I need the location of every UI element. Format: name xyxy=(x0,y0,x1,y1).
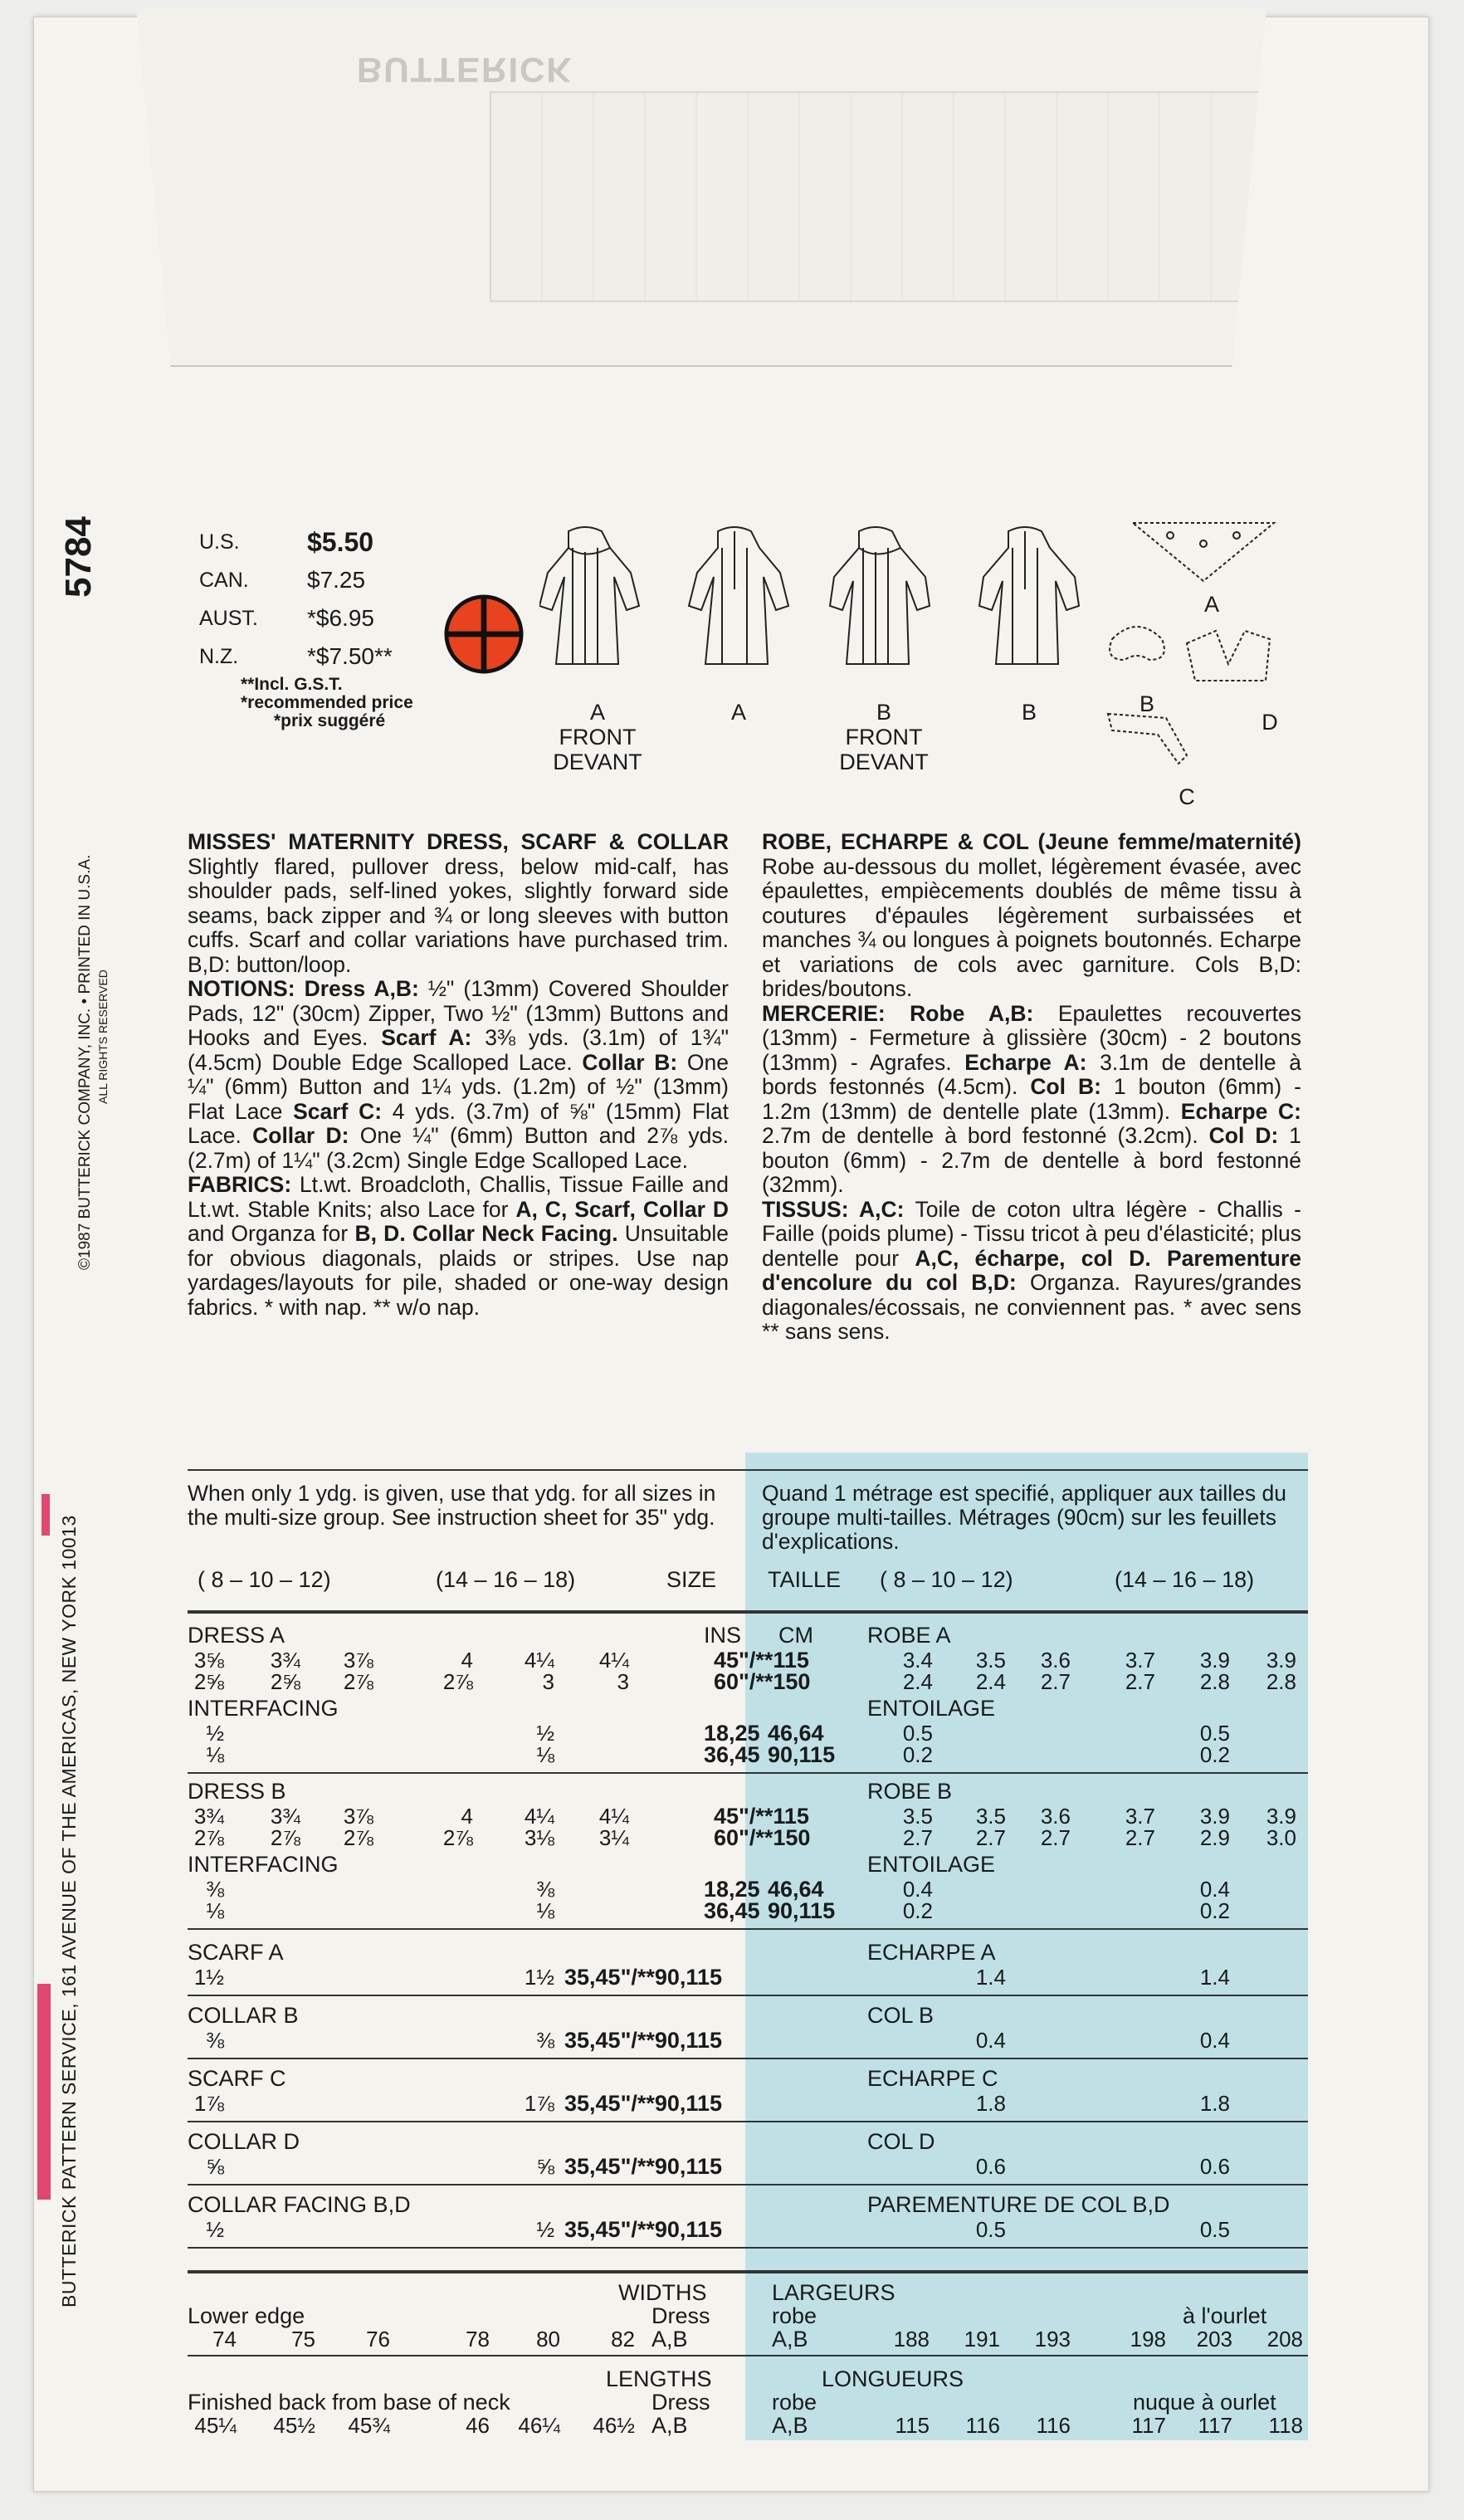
pattern-number: 5784 xyxy=(58,516,99,598)
yardage-us-cell: ⅝ xyxy=(206,2154,224,2179)
yardage-us-cell: 4 xyxy=(461,1804,473,1829)
interfacing-width-in: 18,25 xyxy=(704,1877,760,1902)
yardage-metric-cell: 3.7 xyxy=(1125,1648,1155,1673)
length-in-cell: 46½ xyxy=(593,2413,635,2438)
section-divider xyxy=(188,2247,1308,2249)
yardage-metric-cell: 2.7 xyxy=(1040,1825,1071,1850)
scarf-a-illustration xyxy=(1133,523,1274,581)
yardage-us-cell: 1⅞ xyxy=(193,2091,224,2116)
length-cm-cell: 116 xyxy=(1036,2413,1071,2438)
ab-label-fr: A,B xyxy=(772,2327,808,2352)
section-divider xyxy=(188,1995,1308,1996)
yardage-metric-cell: 0.5 xyxy=(1199,1721,1230,1746)
section-label-en: DRESS A xyxy=(188,1623,285,1648)
lengths-header-fr: LONGUEURS xyxy=(822,2366,964,2391)
fabric-width-cell: 45"/**115 xyxy=(714,1804,809,1829)
yardage-metric-cell: 1.8 xyxy=(975,2091,1006,2116)
yardage-us-cell: ⅛ xyxy=(536,1898,554,1923)
interfacing-width-cm: 90,115 xyxy=(768,1898,836,1923)
length-cm-cell: 115 xyxy=(895,2413,930,2438)
yardage-us-cell: 2⅞ xyxy=(442,1825,473,1850)
yardage-metric-cell: 3.7 xyxy=(1125,1804,1155,1829)
yardage-us-cell: 2⅞ xyxy=(193,1825,224,1850)
interfacing-width-in: 18,25 xyxy=(704,1721,760,1746)
yardage-us-cell: 3⅞ xyxy=(343,1648,373,1673)
yardage-us-cell: 1⅞ xyxy=(524,2091,554,2116)
yardage-metric-cell: 0.4 xyxy=(902,1877,933,1902)
dress-b-front-illustration xyxy=(830,527,930,664)
taille-header: TAILLE xyxy=(768,1567,842,1592)
dress-label: Dress xyxy=(651,2390,710,2415)
accessory-label-d: D xyxy=(1261,710,1278,735)
interfacing-width-cm: 46,64 xyxy=(768,1721,824,1746)
accessory-label-a: A xyxy=(1203,592,1219,617)
yardage-note-en: When only 1 ydg. is given, use that ydg. for all sizes in the multi-size group. See instruction sheet for 35" ydg. xyxy=(188,1481,716,1530)
section-label-fr: ENTOILAGE xyxy=(867,1696,996,1721)
yardage-metric-cell: 0.4 xyxy=(1199,2028,1230,2053)
yardage-metric-cell: 3.0 xyxy=(1266,1825,1296,1850)
yardage-metric-cell: 2.4 xyxy=(902,1669,933,1694)
yardage-metric-cell: 0.6 xyxy=(1199,2154,1230,2179)
yardage-us-cell: 3⅞ xyxy=(343,1804,373,1829)
yardage-metric-cell: 2.7 xyxy=(1125,1825,1155,1850)
fabric-width-cell: 60"/**150 xyxy=(714,1825,811,1850)
yardage-us-cell: 3¾ xyxy=(193,1804,224,1829)
collar-d-illustration xyxy=(1187,631,1270,681)
yardage-us-cell: 4¼ xyxy=(524,1804,554,1829)
yardage-us-cell: ⅜ xyxy=(536,1877,554,1902)
copyright-line: ©1987 BUTTERICK COMPANY, INC. • PRINTED IN U.S.A. xyxy=(76,854,94,1270)
interfacing-width-cm: 46,64 xyxy=(768,1877,824,1902)
yardage-us-cell: ⅛ xyxy=(536,1742,554,1767)
dress-b-back-illustration xyxy=(979,527,1079,664)
size-group-1: ( 8 – 10 – 12) xyxy=(198,1567,331,1592)
french-description: ROBE, ECHARPE & COL (Jeune femme/maternité) Robe au-dessous du mollet, légèrement évasée, avec épaulettes, empiècements doublés de même tissu à coutures d'épaules légèrement surbaissées et manches ¾ ou longues à poignets boutonnés. Echarpe et variations de cols avec garniture. Cols B,D: brides/boutons. MERCERIE: Robe A,B: Epaulettes recouvertes (13mm) - Fermeture à glissière (30cm) - 2 boutons (13mm) - Agrafes. Echarpe A: 3.1m de dentelle à bords festonnés (4.5cm). Col B: 1 bouton (6mm) - 1.2m (13mm) de dentelle plate (13mm). Echarpe C: 2.7m de dentelle à bord festonné (3.2cm). Col D: 1 bouton (6mm) - 2.7m de dentelle à bord festonné (32mm). TISSUS: A,C: Toile de coton ultra légère - Challis - Faille (poids plume) - Tissu tricot à peu d'élasticité; plus dentelle pour A,C, écharpe, col D. Parementure d'encolure du col B,D: Organza. Rayures/grandes diagonales/écossais, ne conviennent pas. * avec sens ** sans sens. xyxy=(762,829,1302,1344)
red-edge-mark-lower xyxy=(37,1984,51,2200)
dress-a-front-illustration xyxy=(539,527,639,664)
ourlet-label: à l'ourlet xyxy=(1183,2303,1267,2328)
section-label-en: DRESS B xyxy=(188,1779,286,1804)
yardage-metric-cell: 2.9 xyxy=(1199,1825,1230,1850)
yardage-metric-cell: 3.6 xyxy=(1040,1648,1071,1673)
price-notes: **Incl. G.S.T. *recommended price *prix suggéré xyxy=(241,675,413,730)
fabric-width-cell: 35,45"/**90,115 xyxy=(564,2028,722,2053)
french-size-group-2: (14 – 16 – 18) xyxy=(1115,1567,1255,1592)
yardage-metric-cell: 3.9 xyxy=(1266,1804,1296,1829)
yardage-us-cell: 3¾ xyxy=(270,1804,300,1829)
fabric-width-cell: 45"/**115 xyxy=(714,1648,809,1673)
length-cm-cell: 118 xyxy=(1268,2413,1303,2438)
width-cm-cell: 191 xyxy=(964,2327,1000,2352)
yardage-metric-cell: 2.7 xyxy=(902,1825,933,1850)
english-description: MISSES' MATERNITY DRESS, SCARF & COLLAR Slightly flared, pullover dress, below mid-calf, has shoulder pads, self-lined yokes, slightly forward side seams, back zipper and ¾ or long sleeves with button cuffs. Scarf and collar variations have purchased trim. B,D: button/loop. NOTIONS: Dress A,B: ½" (13mm) Covered Shoulder Pads, 12" (30cm) Zipper, Two ½" (13mm) Buttons and Hooks and Eyes. Scarf A: 3⅜ yds. (3.1m) of 1¾" (4.5cm) Double Edge Scalloped Lace. Collar B: One ¼" (6mm) Button and 1¼ yds. (1.2m) of ½" (13mm) Flat Lace Scarf C: 4 yds. (3.7m) of ⅝" (15mm) Flat Lace. Collar D: One ¼" (6mm) Button and 2⅞ yds. (2.7m) of 1¼" (3.2cm) Single Edge Scalloped Lace. FABRICS: Lt.wt. Broadcloth, Challis, Tissue Faille and Lt.wt. Stable Knits; also Lace for A, C, Scarf, Collar D and Organza for B, D. Collar Neck Facing. Unsuitable for obvious diagonals, plaids or stripes. Use nap yardages/layouts for pile, shaded or one-way design fabrics. * with nap. ** w/o nap. xyxy=(188,829,730,1320)
yardage-us-cell: 2⅞ xyxy=(270,1825,300,1850)
yardage-us-cell: ⅜ xyxy=(206,1877,224,1902)
yardage-metric-cell: 3.5 xyxy=(975,1804,1006,1829)
dress-label: Dress xyxy=(651,2303,710,2328)
rights-line: ALL RIGHTS RESERVED xyxy=(96,969,110,1104)
yardage-metric-cell: 3.5 xyxy=(975,1648,1006,1673)
figure-label-b-back: B xyxy=(1021,700,1037,725)
length-in-cell: 46¼ xyxy=(518,2413,560,2438)
size-group-2: (14 – 16 – 18) xyxy=(436,1567,576,1592)
yardage-metric-cell: 3.6 xyxy=(1040,1804,1071,1829)
section-label-fr: COL B xyxy=(867,2003,935,2028)
robe-label: robe xyxy=(772,2390,817,2415)
yardage-note-fr: Quand 1 métrage est specifié, appliquer aux tailles du groupe multi-tailles. Métrages (90cm) sur les feuillets d'explications. xyxy=(762,1481,1286,1554)
yardage-metric-cell: 2.4 xyxy=(975,1669,1006,1694)
pattern-illustrations xyxy=(539,515,1344,797)
section-label-fr: ECHARPE C xyxy=(867,2066,998,2091)
flap-ghost-brand: BUTTERICK xyxy=(357,51,573,90)
yardage-metric-cell: 3.4 xyxy=(902,1648,933,1673)
width-in-cell: 80 xyxy=(536,2327,560,2352)
yardage-metric-cell: 2.7 xyxy=(1040,1669,1071,1694)
section-divider xyxy=(188,1928,1308,1930)
yardage-us-cell: 2⅞ xyxy=(343,1825,373,1850)
figure-label-b-front: B FRONT DEVANT xyxy=(839,700,929,774)
dress-a-back-illustration xyxy=(689,527,788,664)
length-in-cell: 46 xyxy=(466,2413,490,2438)
yardage-us-cell: 3⅝ xyxy=(193,1648,224,1673)
yardage-us-cell: 4¼ xyxy=(598,1648,629,1673)
section-label-en: COLLAR B xyxy=(188,2003,299,2028)
price-block xyxy=(199,523,448,730)
yardage-us-cell: 4¼ xyxy=(524,1648,554,1673)
section-label-en: INTERFACING xyxy=(188,1852,339,1877)
section-label-en: SCARF C xyxy=(188,2066,286,2091)
section-label-fr: ECHARPE A xyxy=(867,1940,996,1965)
yardage-metric-cell: 1.4 xyxy=(975,1965,1006,1990)
yardage-metric-cell: 0.4 xyxy=(1199,1877,1230,1902)
width-cm-cell: 188 xyxy=(893,2327,930,2352)
yardage-us-cell: 3 xyxy=(617,1669,629,1694)
yardage-metric-cell: 2.8 xyxy=(1266,1669,1296,1694)
width-cm-cell: 208 xyxy=(1266,2327,1303,2352)
length-cm-cell: 117 xyxy=(1198,2413,1232,2438)
nuque-label: nuque à ourlet xyxy=(1133,2390,1276,2415)
flap-bleedthrough-table xyxy=(490,91,1340,302)
divider xyxy=(188,1469,1308,1471)
fabric-width-cell: 60"/**150 xyxy=(714,1669,811,1694)
yardage-us-cell: 2⅝ xyxy=(270,1669,300,1694)
yardage-us-cell: 3 xyxy=(542,1669,554,1694)
yardage-us-cell: 2⅞ xyxy=(442,1669,473,1694)
section-label-fr: PAREMENTURE DE COL B,D xyxy=(867,2192,1170,2217)
price-can: CAN. $7.25 xyxy=(199,567,366,593)
width-in-cell: 75 xyxy=(291,2327,315,2352)
yardage-metric-cell: 2.7 xyxy=(975,1825,1006,1850)
width-cm-cell: 198 xyxy=(1130,2327,1166,2352)
yardage-us-cell: ½ xyxy=(536,2217,554,2242)
fabric-width-cell: 35,45"/**90,115 xyxy=(564,2154,722,2179)
interfacing-width-in: 36,45 xyxy=(704,1742,760,1767)
yardage-us-cell: ⅛ xyxy=(206,1742,224,1767)
yardage-us-cell: 3¼ xyxy=(598,1825,629,1850)
ab-label-fr: A,B xyxy=(772,2413,808,2438)
yardage-metric-cell: 1.4 xyxy=(1199,1965,1230,1990)
section-label-en: COLLAR FACING B,D xyxy=(188,2192,411,2217)
ab-label: A,B xyxy=(651,2413,688,2438)
size-header: SIZE xyxy=(666,1567,717,1592)
price-us: U.S. $5.50 xyxy=(199,527,374,557)
yardage-us-cell: 2⅞ xyxy=(343,1669,373,1694)
figure-label-a-front: A FRONT DEVANT xyxy=(553,700,642,774)
red-edge-mark xyxy=(41,1494,50,1536)
ins-label: INS xyxy=(704,1623,742,1648)
yardage-us-cell: ⅜ xyxy=(206,2028,224,2053)
yardage-metric-cell: 0.6 xyxy=(975,2154,1006,2179)
header-divider xyxy=(188,1610,1308,1614)
yardage-metric-cell: 0.5 xyxy=(1199,2217,1230,2242)
yardage-metric-cell: 3.9 xyxy=(1199,1648,1230,1673)
yardage-us-cell: 3¾ xyxy=(270,1648,300,1673)
accessory-label-b: B xyxy=(1139,691,1154,716)
yardage-us-cell: 2⅝ xyxy=(193,1669,224,1694)
interfacing-width-cm: 90,115 xyxy=(768,1742,836,1767)
accessory-label-c: C xyxy=(1179,784,1195,809)
butterick-logo-icon xyxy=(444,594,524,674)
finished-back-label: Finished back from base of neck xyxy=(188,2390,510,2415)
yardage-metric-cell: 2.8 xyxy=(1199,1669,1230,1694)
section-label-fr: ROBE A xyxy=(867,1623,951,1648)
fabric-width-cell: 35,45"/**90,115 xyxy=(564,2217,722,2242)
section-label-en: COLLAR D xyxy=(188,2129,300,2154)
yardage-us-cell: ½ xyxy=(206,2217,224,2242)
length-in-cell: 45½ xyxy=(273,2413,315,2438)
section-label-en: SCARF A xyxy=(188,1940,284,1965)
yardage-metric-cell: 0.5 xyxy=(902,1721,933,1746)
yardage-metric-cell: 0.2 xyxy=(1199,1898,1230,1923)
price-aust: AUST. *$6.95 xyxy=(199,605,374,631)
yardage-us-cell: ⅛ xyxy=(206,1898,224,1923)
section-divider xyxy=(188,1772,1308,1774)
robe-label: robe xyxy=(772,2303,817,2328)
yardage-us-cell: ⅜ xyxy=(536,2028,554,2053)
yardage-metric-cell: 3.9 xyxy=(1266,1648,1296,1673)
yardage-metric-cell: 0.2 xyxy=(1199,1742,1230,1767)
yardage-metric-cell: 2.7 xyxy=(1125,1669,1155,1694)
lengths-divider xyxy=(188,2355,1308,2356)
section-divider xyxy=(188,2121,1308,2122)
envelope-flap xyxy=(124,8,1278,367)
ab-label: A,B xyxy=(651,2327,688,2352)
section-divider xyxy=(188,2058,1308,2059)
english-title: MISSES' MATERNITY DRESS, SCARF & COLLAR xyxy=(188,829,729,854)
cm-label: CM xyxy=(778,1623,813,1648)
yardage-us-cell: 3⅛ xyxy=(524,1825,554,1850)
yardage-metric-cell: 3.5 xyxy=(902,1804,933,1829)
yardage-us-cell: 1½ xyxy=(193,1965,224,1990)
yardage-metric-cell: 0.5 xyxy=(975,2217,1006,2242)
width-cm-cell: 193 xyxy=(1034,2327,1071,2352)
yardage-us-cell: ½ xyxy=(536,1721,554,1746)
length-cm-cell: 116 xyxy=(965,2413,1000,2438)
service-address: BUTTERICK PATTERN SERVICE, 161 AVENUE OF THE AMERICAS, NEW YORK 10013 xyxy=(58,1515,80,2308)
yardage-us-cell: 4 xyxy=(461,1648,473,1673)
lower-edge-label: Lower edge xyxy=(188,2303,305,2328)
yardage-metric-cell: 1.8 xyxy=(1199,2091,1230,2116)
lengths-header: LENGTHS xyxy=(606,2366,712,2391)
width-cm-cell: 203 xyxy=(1196,2327,1232,2352)
yardage-us-cell: 1½ xyxy=(524,1965,554,1990)
width-in-cell: 78 xyxy=(466,2327,490,2352)
width-in-cell: 74 xyxy=(212,2327,237,2352)
yardage-us-cell: ⅝ xyxy=(536,2154,554,2179)
interfacing-width-in: 36,45 xyxy=(704,1898,760,1923)
section-label-fr: ENTOILAGE xyxy=(867,1852,996,1877)
widths-divider xyxy=(188,2270,1308,2273)
width-in-cell: 82 xyxy=(611,2327,635,2352)
yardage-us-cell: 4¼ xyxy=(598,1804,629,1829)
french-title: ROBE, ECHARPE & COL (Jeune femme/maternité) xyxy=(762,829,1301,854)
section-label-fr: COL D xyxy=(867,2129,935,2154)
price-nz: N.Z. *$7.50** xyxy=(199,643,393,669)
yardage-metric-cell: 3.9 xyxy=(1199,1804,1230,1829)
yardage-us-cell: ½ xyxy=(206,1721,224,1746)
french-size-group-1: ( 8 – 10 – 12) xyxy=(880,1567,1013,1592)
collar-b-illustration xyxy=(1110,627,1164,660)
length-in-cell: 45¼ xyxy=(194,2413,237,2438)
length-in-cell: 45¾ xyxy=(348,2413,390,2438)
yardage-metric-cell: 0.4 xyxy=(975,2028,1006,2053)
figure-label-a-back: A xyxy=(730,700,746,725)
yardage-metric-cell: 0.2 xyxy=(902,1898,933,1923)
section-label-en: INTERFACING xyxy=(188,1696,339,1721)
fabric-width-cell: 35,45"/**90,115 xyxy=(564,1965,722,1990)
widths-header: WIDTHS xyxy=(618,2280,707,2305)
section-label-fr: ROBE B xyxy=(867,1779,953,1804)
section-divider xyxy=(188,2184,1308,2185)
length-cm-cell: 117 xyxy=(1131,2413,1166,2438)
fabric-width-cell: 35,45"/**90,115 xyxy=(564,2091,722,2116)
width-in-cell: 76 xyxy=(366,2327,390,2352)
yardage-metric-cell: 0.2 xyxy=(902,1742,933,1767)
scarf-c-illustration xyxy=(1108,714,1187,764)
widths-header-fr: LARGEURS xyxy=(772,2280,895,2305)
